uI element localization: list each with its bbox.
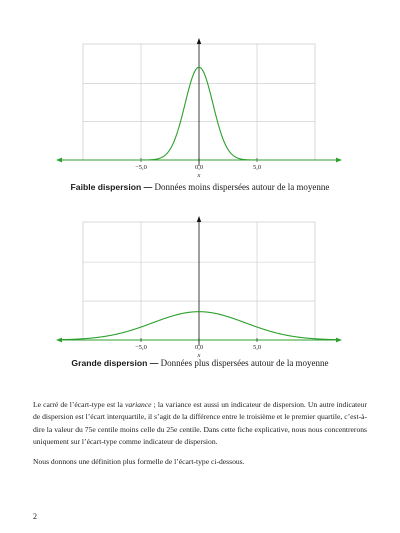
- figure-2-caption-text: Données plus dispersées autour de la moyenne: [158, 358, 329, 368]
- paragraph-variance-text-b: ; la variance est aussi un indicateur de dispersion. Un autre indicateur de dispersion est l’écart interquartile, il s’agit de la différence entre le troisième et le premier quartile, c’est-à-dire la valeur du 75e centile moins celle du 25e centile. Dans cette fiche explicative, nous nous concentrerons uniquement sur l’écart-type comme indicateur de dispersion.: [33, 400, 367, 446]
- y-axis-arrow: [197, 216, 201, 222]
- figure-1-caption-text: Données moins dispersées autour de la moyenne: [152, 182, 330, 192]
- x-tick-label: 0,0: [194, 164, 204, 171]
- paragraph-variance: [33, 399, 367, 448]
- x-axis-label: x: [197, 352, 201, 359]
- x-tick-label: −5,0: [135, 164, 147, 171]
- page-number: 2: [33, 512, 37, 521]
- x-tick-label: 0,0: [194, 344, 204, 351]
- x-axis-arrow-right: [336, 338, 342, 343]
- x-axis-arrow-left: [56, 338, 62, 343]
- x-tick-label: 5,0: [252, 344, 262, 351]
- paragraph-variance-text-a: Le carré de l’écart-type est la: [33, 400, 125, 409]
- figure-2-caption: [0, 358, 400, 369]
- figure-2-caption-bold: Grande dispersion —: [71, 358, 159, 368]
- x-axis-label: x: [197, 172, 201, 179]
- paragraph-definition: Nous donnons une définition plus formelle de l’écart-type ci-dessous.: [33, 457, 245, 466]
- variance-term: variance: [124, 400, 152, 409]
- x-tick-label: 5,0: [252, 164, 262, 171]
- x-tick-label: −5,0: [135, 344, 147, 351]
- figure-1-caption-bold: Faible dispersion —: [70, 182, 153, 192]
